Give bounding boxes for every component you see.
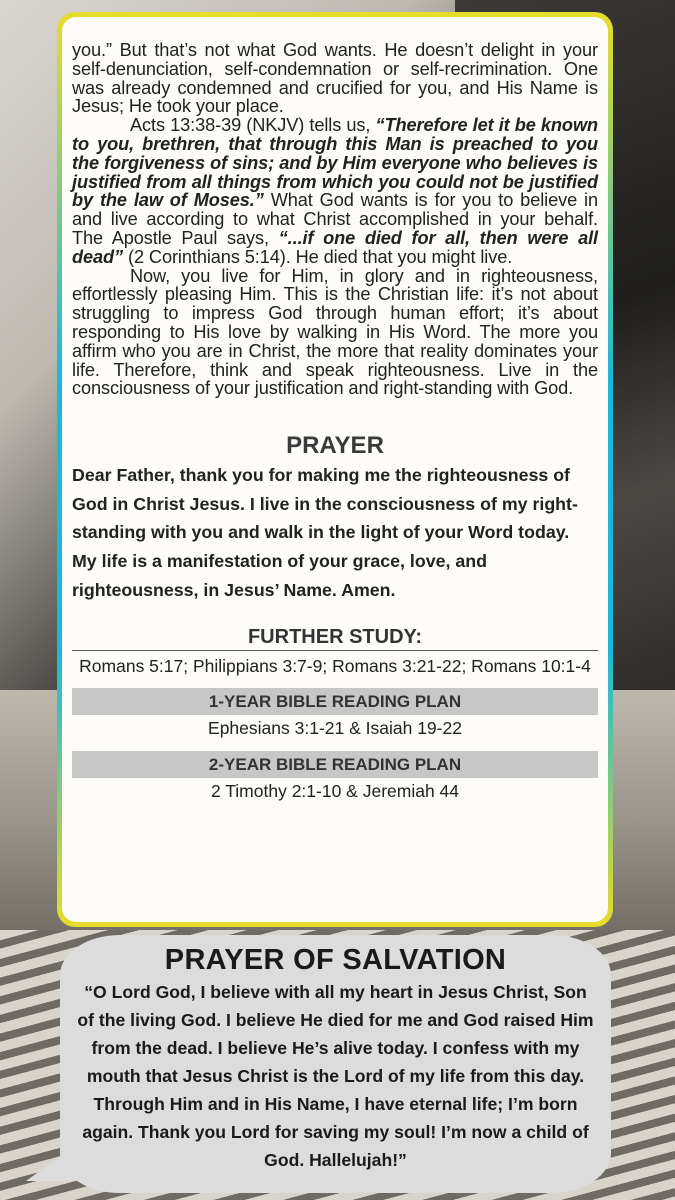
devotional-body xyxy=(72,41,598,398)
one-year-plan-text: Ephesians 3:1-21 & Isaiah 19-22 xyxy=(208,718,462,739)
devotional-paragraph-3: Now, you live for Him, in glory and in righteousness, effortlessly pleasing Him. This is the Christian life: it’s not about struggling to impress God through human effort; it’s about responding to His love by walking in His Word. The more you affirm who you are in Christ, the more that reality dominates your life. Therefore, think and speak righteousness. Live in the consciousness of your justification and right-standing with God. xyxy=(72,265,598,399)
two-year-plan-text: 2 Timothy 2:1-10 & Jeremiah 44 xyxy=(210,781,460,802)
prayer-text: Dear Father, thank you for making me the righteousness of God in Christ Jesus. I live in the consciousness of my right-standing with you and walk in the light of your Word today. My life is a manifestation of your grace, love, and righteousness, in Jesus’ Name. Amen. xyxy=(72,465,578,600)
devotional-card-inner[interactable] xyxy=(62,17,608,922)
devotional-paragraph-1: you.” But that’s not what God wants. He doesn’t delight in your self-denunciation, self-condemnation or self-recrimination. One was already condemned and crucified for you, and His Name is Jesus; He took your place. xyxy=(72,40,598,117)
salvation-text: “O Lord God, I believe with all my heart in Jesus Christ, Son of the living God. I believe He died for me and God raised Him from the dead. I believe He’s alive today. I confess with my mouth that Jesus Christ is the Lord of my life from this day. Through Him and in His Name, I have eternal life; I’m born again. Thank you Lord for saving my soul! I’m now a child of God. Hallelujah!” xyxy=(77,982,594,1170)
paragraph-2-intro: Acts 13:38-39 (NKJV) tells us, xyxy=(130,115,376,136)
devotional-paragraph-2 xyxy=(72,116,598,266)
further-study-text: Romans 5:17; Philippians 3:7-9; Romans 3:21-22; Romans 10:1-4 xyxy=(79,656,591,677)
paragraph-2-end: (2 Corinthians 5:14). He died that you might live. xyxy=(123,246,513,267)
prayer-heading: PRAYER xyxy=(286,432,384,460)
two-year-plan-heading: 2-YEAR BIBLE READING PLAN xyxy=(72,751,598,778)
further-study-heading: FURTHER STUDY: xyxy=(72,626,598,651)
salvation-title: PRAYER OF SALVATION xyxy=(164,944,507,976)
devotional-card xyxy=(57,12,613,927)
one-year-plan-heading: 1-YEAR BIBLE READING PLAN xyxy=(72,688,598,715)
scripture-quote-acts: “Therefore let it be known to you, brethren, that through this Man is preached to you the forgiveness of sins; and by Him everyone who believes is justified from all things from which you could not be justified by the law of Moses.” xyxy=(72,115,598,211)
scripture-quote-corinthians: “...if one died for all, then were all dead” xyxy=(72,227,598,267)
salvation-speech-bubble xyxy=(60,935,611,1193)
paragraph-2-middle: What God wants is for you to believe in and live according to what Christ accomplished in your behalf. The Apostle Paul says, xyxy=(72,190,598,248)
